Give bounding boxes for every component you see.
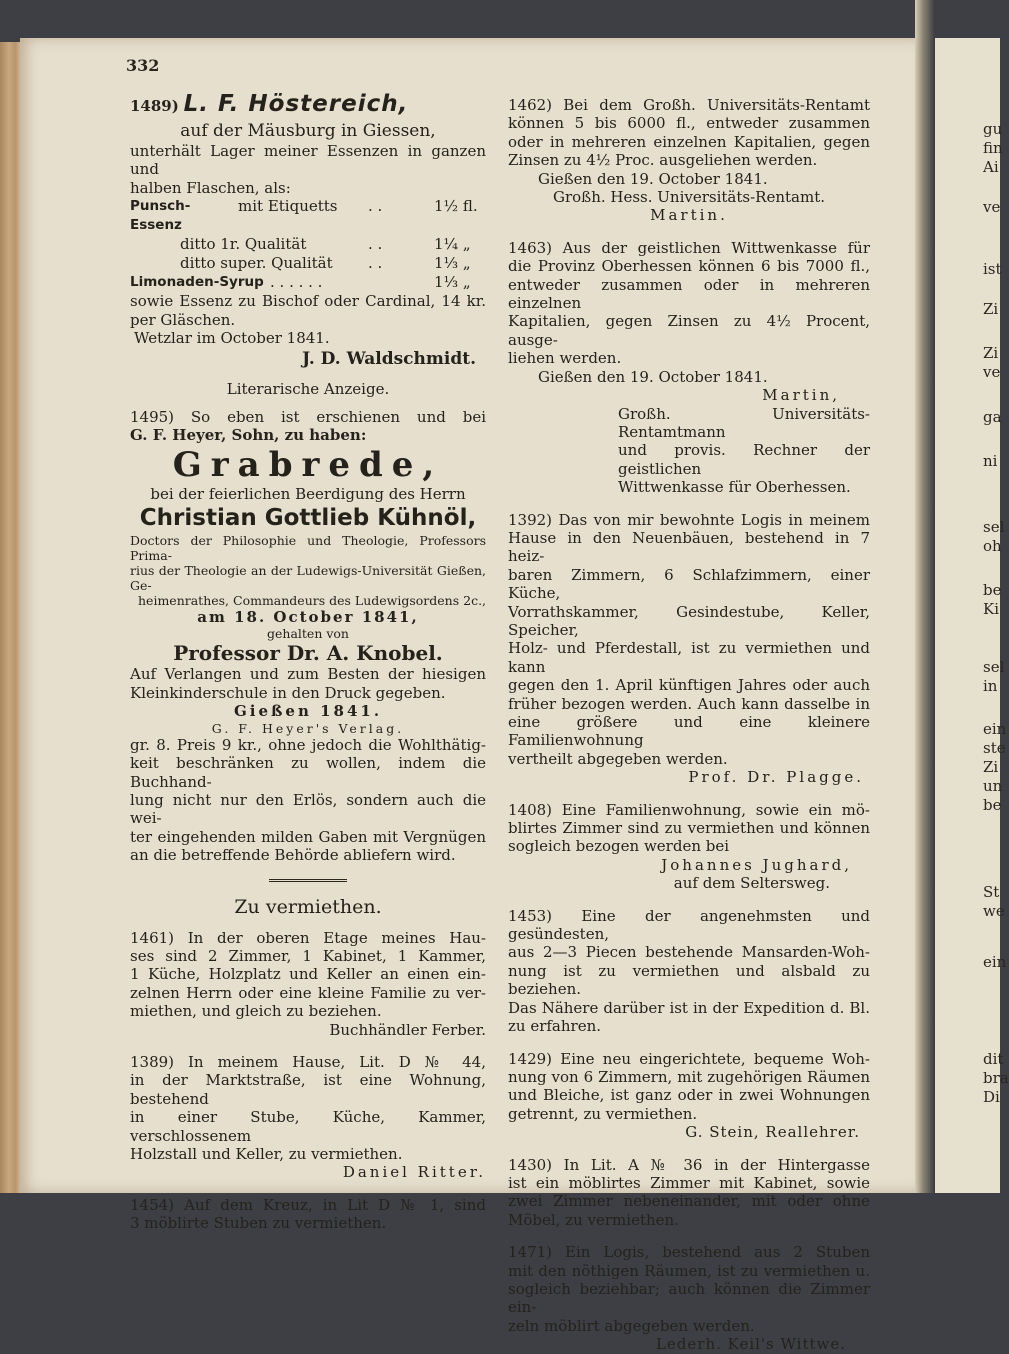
fragment-text: Di: [983, 1088, 1000, 1106]
ad-header-line: [130, 90, 486, 120]
text-line: können 5 bis 6000 fl., entweder zusammen: [508, 114, 870, 133]
text-line: ist ein möblirtes Zimmer mit Kabinet, sowie: [508, 1173, 870, 1192]
author-name: Professor Dr. A. Knobel.: [173, 641, 443, 666]
text-line: aus 2—3 Piecen bestehende Mansarden-Woh-: [508, 943, 870, 962]
ad-1453: [508, 907, 870, 1036]
ad-1495: [130, 408, 486, 865]
ad-1389: [130, 1053, 486, 1182]
fragment-text: dit: [983, 1050, 1004, 1068]
left-column: [130, 90, 486, 1233]
text-line: Das Nähere darüber ist in der Expedition d. Bl.: [508, 998, 870, 1017]
text-line: die Provinz Oberhessen können 6 bis 7000 fl.,: [508, 257, 870, 276]
text-line: G. F. Heyer, Sohn, zu haben:: [130, 426, 367, 445]
small-line: gehalten von: [267, 626, 349, 642]
signature: Großh. Universitäts-Rentamtmann: [618, 404, 870, 441]
text-line: 1453) Eine der angenehmsten und gesündesten,: [508, 906, 870, 944]
text-line: 1389) In meinem Hause, Lit. D № 44,: [130, 1052, 486, 1071]
fragment-text: gu: [983, 120, 1003, 138]
price-value: 1⅓ „: [434, 254, 471, 273]
text-line: 1495) So eben ist erschienen und bei: [130, 407, 486, 426]
text-line: 1 Küche, Holzplatz und Keller an einen ein-: [130, 965, 486, 984]
fragment-text: Ki: [983, 600, 1000, 618]
text-line: 1430) In Lit. A № 36 in der Hintergasse: [508, 1155, 870, 1174]
text-line: unterhält Lager meiner Essenzen in ganzen und: [130, 142, 486, 179]
price-desc: mit Etiquetts: [238, 197, 338, 216]
book-title: Grabrede,: [172, 444, 444, 485]
publisher: G. F. Heyer's Verlag.: [211, 720, 405, 736]
divider-rule: [269, 879, 347, 884]
text-line: früher bezogen werden. Auch kann dasselbe in: [508, 694, 870, 713]
section-heading-rent: Zu vermiethen.: [234, 895, 382, 918]
signature: und provis. Rechner der geistlichen: [618, 441, 870, 478]
firm-name: L. F. Höstereich,: [183, 91, 409, 117]
fragment-text: sel: [983, 658, 1005, 676]
text-line: Auf Verlangen und zum Besten der hiesigen: [130, 665, 486, 684]
text-line: 1462) Bei dem Großh. Universitäts-Rentamt: [508, 96, 870, 114]
person-name: Christian Gottlieb Kühnöl,: [139, 505, 477, 532]
price-dots: . .: [368, 197, 383, 216]
book-gutter: [915, 0, 935, 1193]
small-line: rius der Theologie an der Ludewigs-Universität Gießen, Ge-: [130, 563, 486, 594]
signature: Martin.: [650, 206, 728, 225]
text-line: bei der feierlichen Beerdigung des Herrn: [150, 484, 466, 503]
text-line: getrennt, zu vermiethen.: [508, 1104, 698, 1123]
small-line: heimenrathes, Commandeurs des Ludewigsordens 2c.,: [138, 593, 487, 609]
fragment-text: be: [983, 796, 1002, 814]
fragment-text: be: [983, 581, 1002, 599]
signature: Lederh. Keil's Wittwe.: [655, 1335, 846, 1354]
next-page-fragment: [935, 38, 1009, 1193]
text-line: mit den nöthigen Räumen, ist zu vermiethen u.: [508, 1261, 870, 1280]
text-line: gr. 8. Preis 9 kr., ohne jedoch die Wohlthätig-: [130, 735, 486, 754]
price-row: [130, 235, 486, 254]
text-line: liehen werden.: [508, 349, 622, 368]
text-line: 3 möblirte Stuben zu vermiethen.: [130, 1214, 387, 1233]
page-number: 332: [126, 56, 160, 75]
fragment-text: Zi: [983, 300, 999, 318]
price-dots: . .: [368, 235, 383, 254]
place-date: Wetzlar im October 1841.: [134, 329, 330, 348]
signature: Buchhändler Ferber.: [329, 1020, 486, 1039]
text-line: vertheilt abgegeben werden.: [508, 749, 728, 768]
text-line: zu erfahren.: [508, 1017, 602, 1036]
text-line: eine größere und eine kleinere Familienwohnung: [508, 713, 870, 750]
ad-1471: [508, 1243, 870, 1353]
fragment-text: Zi: [983, 344, 999, 362]
text-line: gegen den 1. April künftigen Jahres oder auch: [508, 676, 870, 695]
fragment-text: ni: [983, 452, 998, 470]
price-dots: . . . . . .: [270, 273, 323, 292]
price-label: Limonaden-Syrup: [130, 274, 264, 291]
text-line: zeln möblirt abgegeben werden.: [508, 1316, 755, 1335]
signature: Großh. Hess. Universitäts-Rentamt.: [553, 188, 825, 207]
text-line: ses sind 2 Zimmer, 1 Kabinet, 1 Kammer,: [130, 946, 486, 965]
price-value: 1⅓ „: [434, 273, 471, 292]
fragment-text: ga: [983, 408, 1002, 426]
section-heading-literary: Literarische Anzeige.: [226, 380, 390, 399]
text-line: Zinsen zu 4½ Proc. ausgeliehen werden.: [508, 151, 818, 170]
fragment-text: we: [983, 902, 1005, 920]
text-line: entweder zusammen oder in mehreren einzelnen: [508, 275, 870, 313]
text-line: 1461) In der oberen Etage meines Hau-: [130, 928, 486, 947]
text-line: keit beschränken zu wollen, indem die Buchhand-: [130, 754, 486, 791]
price-value: 1½ fl.: [434, 197, 478, 216]
price-row: [130, 197, 486, 235]
fragment-text: ist: [983, 260, 1002, 278]
text-line: nung ist zu vermiethen und alsbald zu beziehen.: [508, 961, 870, 999]
fragment-text: ve: [983, 198, 1001, 216]
signature: J. D. Waldschmidt.: [302, 349, 476, 370]
price-desc: ditto super. Qualität: [180, 254, 333, 273]
signature: auf dem Seltersweg.: [673, 874, 830, 893]
text-line: sogleich bezogen werden bei: [508, 837, 730, 856]
text-line: sowie Essenz zu Bischof oder Cardinal, 14 kr.: [130, 292, 486, 311]
date-line: am 18. October 1841,: [197, 608, 419, 627]
fragment-text: fin: [983, 139, 1003, 157]
ad-1430: [508, 1156, 870, 1230]
price-list: [130, 197, 486, 292]
price-value: 1¼ „: [434, 235, 471, 254]
text-line: 1429) Eine neu eingerichtete, bequeme Woh-: [508, 1049, 870, 1068]
ad-1429: [508, 1050, 870, 1142]
text-line: 1392) Das von mir bewohnte Logis in meinem: [508, 510, 870, 529]
text-line: 1454) Auf dem Kreuz, in Lit D № 1, sind: [130, 1195, 486, 1214]
text-line: 1408) Eine Familienwohnung, sowie ein mö-: [508, 800, 870, 819]
fragment-text: un: [983, 777, 1003, 795]
small-line: Doctors der Philosophie und Theologie, Professors Prima-: [130, 533, 486, 564]
text-line: sogleich beziehbar; auch können die Zimmer ein-: [508, 1279, 870, 1317]
text-line: 1471) Ein Logis, bestehend aus 2 Stuben: [508, 1243, 870, 1262]
fragment-text: Ai: [983, 158, 999, 176]
place-date: Gießen 1841.: [233, 702, 383, 721]
signature: Johannes Jughard,: [661, 855, 852, 874]
ad-1461: [130, 929, 486, 1039]
page-edge: [0, 42, 22, 1193]
text-line: oder in mehreren einzelnen Kapitalien, gegen: [508, 132, 870, 151]
fragment-text: ste: [983, 739, 1006, 757]
fragment-text: ve: [983, 363, 1001, 381]
text-line: in der Marktstraße, ist eine Wohnung, bestehend: [130, 1071, 486, 1108]
fragment-text: sel: [983, 518, 1005, 536]
text-line: baren Zimmern, 6 Schlafzimmern, einer Küche,: [508, 565, 870, 603]
fragment-text: Zi: [983, 758, 999, 776]
price-row: [130, 254, 486, 273]
place-date: Gießen den 19. October 1841.: [538, 367, 768, 386]
price-label: [130, 254, 180, 273]
text-line: ter eingehenden milden Gaben mit Vergnügen: [130, 827, 486, 846]
signature: G. Stein, Reallehrer.: [685, 1123, 860, 1142]
price-row: [130, 273, 486, 292]
ad-1489: [130, 90, 486, 371]
text-line: zwei Zimmer nebeneinander, mit oder ohne: [508, 1192, 870, 1211]
text-line: zelnen Herrn oder eine kleine Familie zu ver-: [130, 983, 486, 1002]
ad-1408: [508, 801, 870, 893]
text-line: Holzstall und Keller, zu vermiethen.: [130, 1145, 403, 1163]
text-line: Holz- und Pferdestall, ist zu vermiethen und kann: [508, 639, 870, 676]
ad-1463: [508, 239, 870, 497]
price-desc: ditto 1r. Qualität: [180, 235, 307, 254]
signature: Wittwenkasse für Oberhessen.: [618, 478, 851, 497]
text-line: lung nicht nur den Erlös, sondern auch die wei-: [130, 790, 486, 828]
signature: Daniel Ritter.: [342, 1163, 486, 1182]
fragment-text: in: [983, 677, 998, 695]
fragment-text: oh: [983, 537, 1002, 555]
price-label: Punsch-Essenz: [130, 198, 191, 234]
text-line: halben Flaschen, als:: [130, 178, 291, 197]
text-line: blirtes Zimmer sind zu vermiethen und können: [508, 819, 870, 838]
text-line: nung von 6 Zimmern, mit zugehörigen Räumen: [508, 1067, 870, 1086]
fragment-text: ein: [983, 720, 1007, 738]
text-line: Hause in den Neuenbäuen, bestehend in 7 heiz-: [508, 528, 870, 566]
text-line: 1463) Aus der geistlichen Wittwenkasse für: [508, 238, 870, 257]
ad-1462: [508, 96, 870, 225]
signature: Martin,: [762, 386, 840, 405]
price-dots: . .: [368, 254, 383, 273]
text-line: Vorrathskammer, Gesindestube, Keller, Speicher,: [508, 602, 870, 639]
fragment-text: bra: [983, 1069, 1009, 1087]
text-line: Möbel, zu vermiethen.: [508, 1210, 679, 1229]
text-line: an die betreffende Behörde abliefern wird.: [130, 846, 456, 865]
ad-1392: [508, 511, 870, 787]
text-line: in einer Stube, Küche, Kammer, verschlossenem: [130, 1108, 486, 1145]
signature: Prof. Dr. Plagge.: [688, 768, 864, 787]
text-line: Kleinkinderschule in den Druck gegeben.: [130, 683, 446, 702]
ad-1454: [130, 1196, 486, 1233]
fragment-text: St: [983, 883, 1000, 901]
place-date: Gießen den 19. October 1841.: [538, 169, 768, 188]
price-label: [130, 235, 180, 254]
text-line: per Gläschen.: [130, 310, 236, 329]
text-line: Kapitalien, gegen Zinsen zu 4½ Procent, ausge-: [508, 312, 870, 349]
text-line: und Bleiche, ist ganz oder in zwei Wohnungen: [508, 1086, 870, 1105]
text-line: miethen, und gleich zu beziehen.: [130, 1002, 382, 1021]
ad-number: 1489): [130, 97, 179, 115]
fragment-text: ein: [983, 953, 1007, 971]
right-column: [508, 96, 870, 1354]
address-line: auf der Mäusburg in Giessen,: [180, 121, 436, 141]
